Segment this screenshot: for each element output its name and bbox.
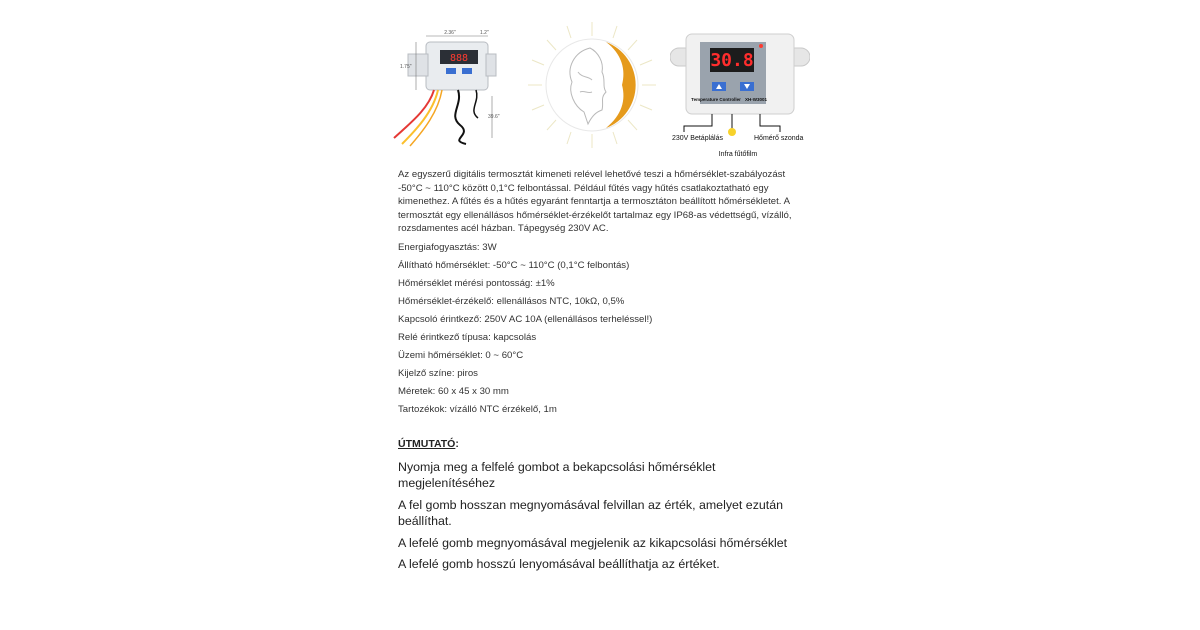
device-model-label: Temperature Controller bbox=[691, 97, 741, 102]
guide-title-colon: : bbox=[455, 437, 459, 450]
device-photo bbox=[670, 20, 810, 160]
guide-title-text: ÚTMUTATÓ bbox=[398, 437, 456, 450]
guide-step: A lefelé gomb hosszú lenyomásával beállíthatja az értéket. bbox=[398, 557, 720, 571]
guide-step: Nyomja meg a felfelé gombot a bekapcsolási hőmérséklet megjelenítéséhez bbox=[398, 459, 716, 490]
product-description bbox=[398, 20, 808, 573]
dim-cable-length: 39.6" bbox=[488, 114, 500, 120]
power-supply-label: 230V Betáplálás bbox=[672, 135, 723, 142]
guide-steps bbox=[398, 459, 808, 573]
spec-accessories: Tartozékok: vízálló NTC érzékelő, 1m bbox=[398, 403, 557, 415]
guide-step: A fel gomb hosszan megnyomásával felvillan az érték, amelyet ezután beállíthat. bbox=[398, 497, 783, 528]
dim-height-left: 1.75" bbox=[400, 64, 412, 70]
dim-width-right: 1.2" bbox=[480, 30, 489, 36]
spec-display-color: Kijelző színe: piros bbox=[398, 367, 478, 379]
probe-label: Hőmérő szonda bbox=[754, 135, 804, 142]
dimension-drawing-image bbox=[388, 20, 512, 150]
spec-power: Energiafogyasztás: 3W bbox=[398, 241, 497, 253]
spec-sensor: Hőmérséklet-érzékelő: ellenállásos NTC, 10kΩ, 0,5% bbox=[398, 295, 625, 307]
intro-paragraph: Az egyszerű digitális termosztát kimeneti relével lehetővé teszi a hőmérséklet-szabályozást -50°C ~ 110°C között 0,1°C felbontással. Például fűtés vagy hűtés csatlakoztatható egy kimenethez. A fűtés és a hűtés egyaránt fenntartja a termosztáton beállított hőmérsékletet. A termosztát egy ellenállásos hőmérséklet-érzékelőt tartalmaz egy IP68-as védettségű, vízálló, rozsdamentes acél házban. Tápegység 230V AC. bbox=[398, 169, 792, 234]
spec-switch-contact: Kapcsoló érintkező: 250V AC 10A (ellenállásos terheléssel!) bbox=[398, 313, 653, 325]
decorative-illustration bbox=[522, 20, 662, 150]
spec-operating-temperature: Üzemi hőmérséklet: 0 ~ 60°C bbox=[398, 349, 524, 361]
device-display-value: 30.8 bbox=[710, 50, 754, 71]
device-model-code: XH-W3001 bbox=[744, 97, 768, 102]
spec-relay-type: Relé érintkező típusa: kapcsolás bbox=[398, 331, 537, 343]
spec-adjustable-temperature: Állítható hőmérséklet: -50°C ~ 110°C (0,1°C felbontás) bbox=[398, 259, 630, 271]
product-images bbox=[398, 20, 808, 160]
spec-accuracy: Hőmérséklet mérési pontosság: ±1% bbox=[398, 277, 555, 289]
guide-step: A lefelé gomb megnyomásával megjelenik az kikapcsolási hőmérséklet bbox=[398, 535, 788, 550]
dim-width-top: 2.36" bbox=[444, 30, 456, 36]
heater-label: Infra fűtőfilm bbox=[718, 151, 758, 158]
spec-dimensions: Méretek: 60 x 45 x 30 mm bbox=[398, 385, 509, 397]
guide-title bbox=[398, 438, 808, 450]
svg-text:888: 888 bbox=[449, 53, 469, 64]
